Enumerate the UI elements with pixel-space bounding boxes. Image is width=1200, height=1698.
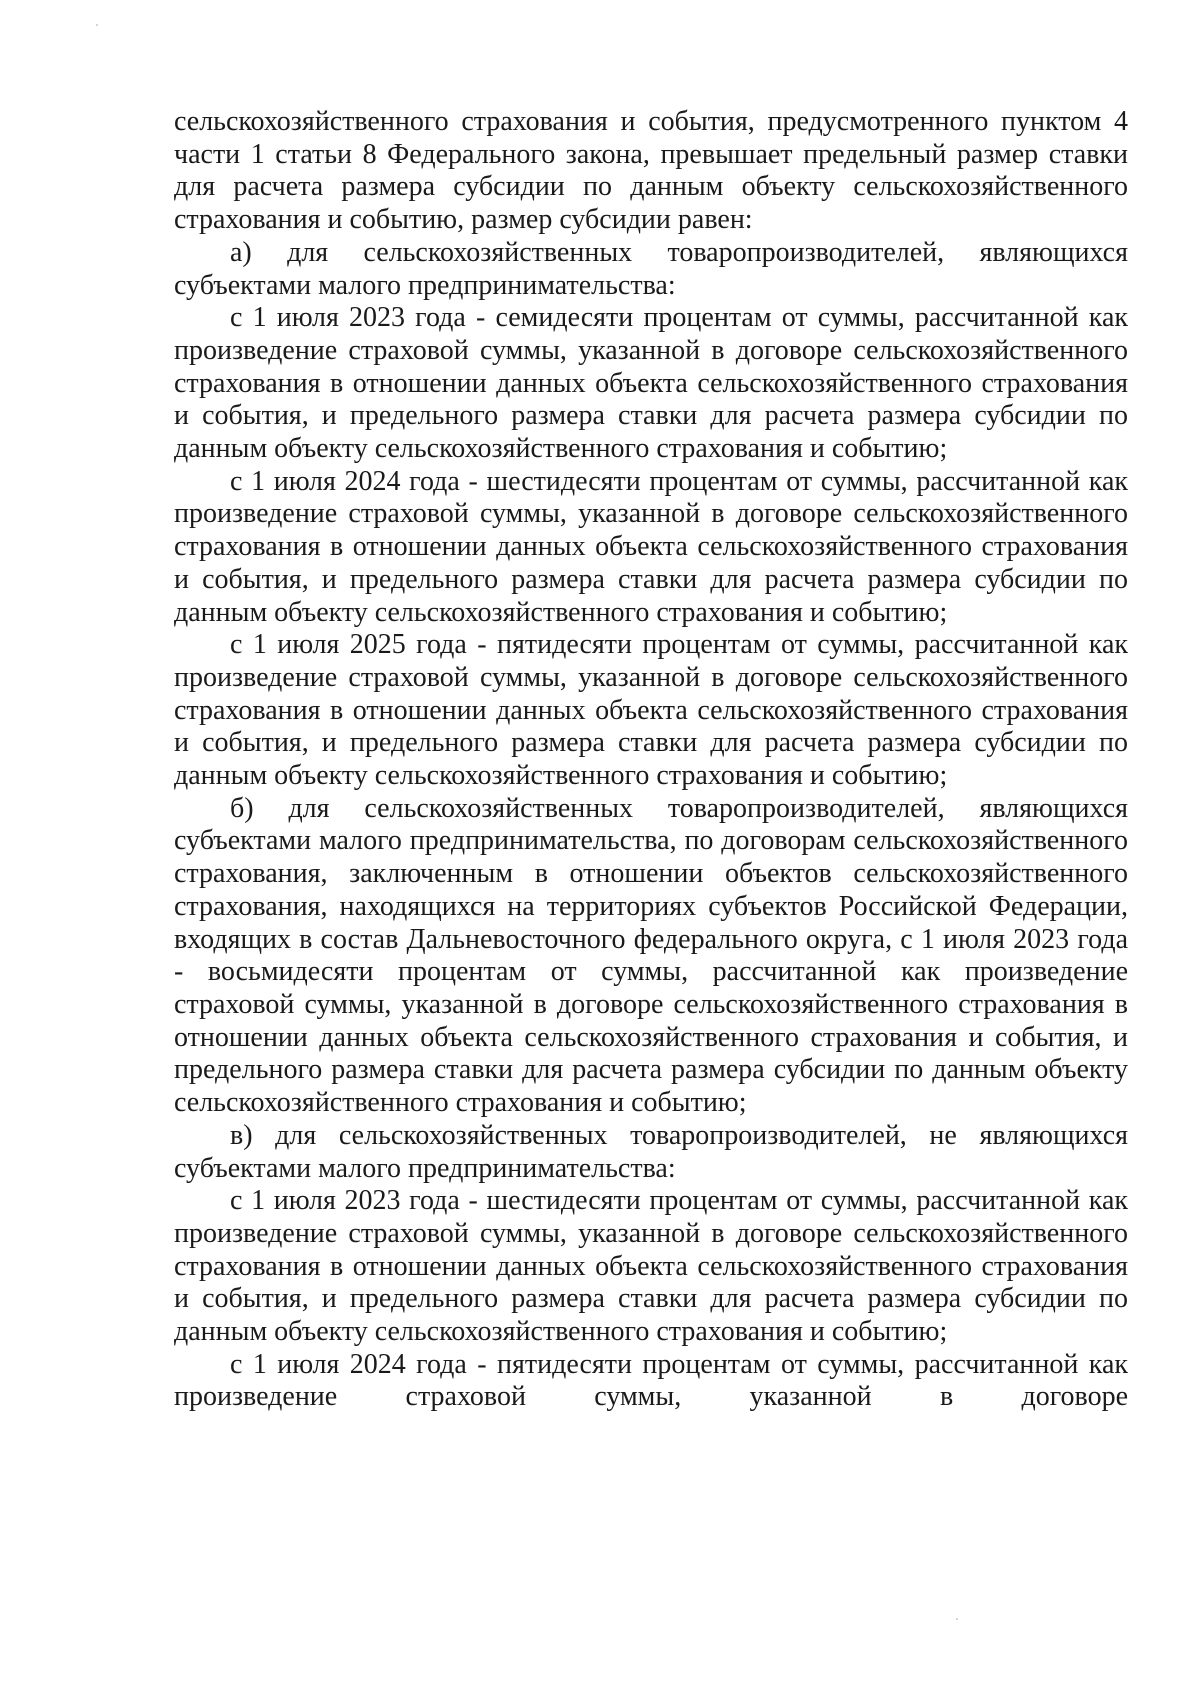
paragraph-v-2023: с 1 июля 2023 года - шестидесяти процентам от суммы, рассчитанной как произведение страховой суммы, указанной в договоре сельскохозяйственного страхования в отношении данных объекта сельскохозяйственного страхования и события, и предельного размера ставки для расчета размера субсидии по данным объекту сельскохозяйственного страхования и событию; [174, 1185, 1128, 1348]
paragraph-a-2025: с 1 июля 2025 года - пятидесяти процентам от суммы, рассчитанной как произведение страховой суммы, указанной в договоре сельскохозяйственного страхования в отношении данных объекта сельскохозяйственного страхования и события, и предельного размера ставки для расчета размера субсидии по данным объекту сельскохозяйственного страхования и событию; [174, 629, 1128, 792]
paragraph-item-b: б) для сельскохозяйственных товаропроизводителей, являющихся субъектами малого предпринимательства, по договорам сельскохозяйственного страхования, заключенным в отношении объектов сельскохозяйственного страхования, находящихся на территориях субъектов Российской Федерации, входящих в состав Дальневосточного федерального округа, с 1 июля 2023 года - восьмидесяти процентам от суммы, рассчитанной как произведение страховой суммы, указанной в договоре сельскохозяйственного страхования в отношении данных объекта сельскохозяйственного страхования и события, и предельного размера ставки для расчета размера субсидии по данным объекту сельскохозяйственного страхования и событию; [174, 792, 1128, 1119]
paragraph-a-2024: с 1 июля 2024 года - шестидесяти процентам от суммы, рассчитанной как произведение страховой суммы, указанной в договоре сельскохозяйственного страхования в отношении данных объекта сельскохозяйственного страхования и события, и предельного размера ставки для расчета размера субсидии по данным объекту сельскохозяйственного страхования и событию; [174, 465, 1128, 628]
document-body [174, 106, 1128, 1414]
scan-speck [96, 24, 98, 26]
paragraph-item-v: в) для сельскохозяйственных товаропроизводителей, не являющихся субъектами малого предпринимательства: [174, 1119, 1128, 1184]
paragraph-item-a: а) для сельскохозяйственных товаропроизводителей, являющихся субъектами малого предпринимательства: [174, 236, 1128, 301]
scan-speck [956, 1618, 958, 1620]
paragraph-v-2024: с 1 июля 2024 года - пятидесяти процентам от суммы, рассчитанной как произведение страховой суммы, указанной в договоре [174, 1348, 1128, 1413]
paragraph-continuation: сельскохозяйственного страхования и события, предусмотренного пунктом 4 части 1 статьи 8 Федерального закона, превышает предельный размер ставки для расчета размера субсидии по данным объекту сельскохозяйственного страхования и событию, размер субсидии равен: [174, 106, 1128, 236]
paragraph-a-2023: с 1 июля 2023 года - семидесяти процентам от суммы, рассчитанной как произведение страховой суммы, указанной в договоре сельскохозяйственного страхования в отношении данных объекта сельскохозяйственного страхования и события, и предельного размера ставки для расчета размера субсидии по данным объекту сельскохозяйственного страхования и событию; [174, 302, 1128, 465]
